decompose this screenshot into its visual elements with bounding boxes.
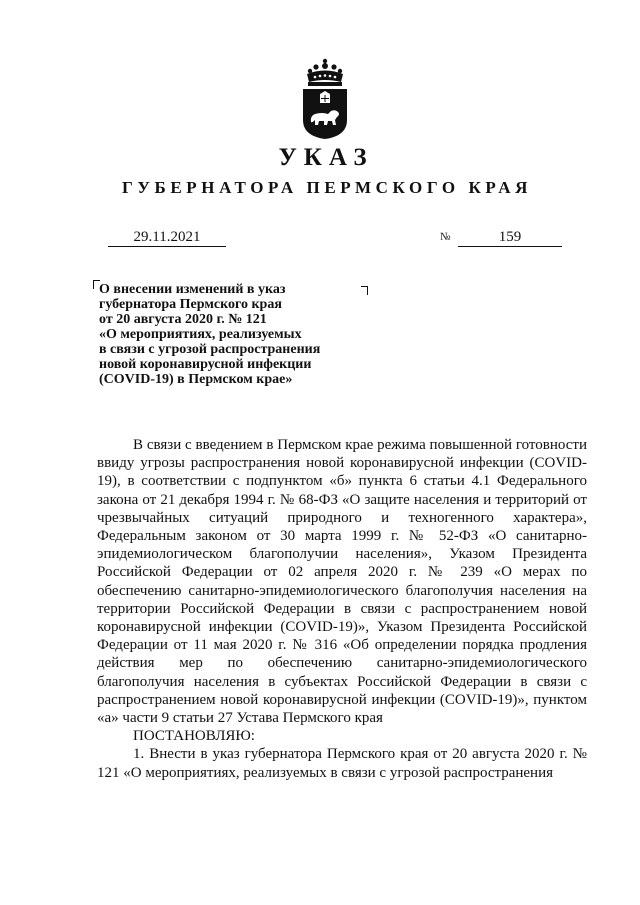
decree-subject [99, 282, 379, 387]
document-title: УКАЗ [278, 144, 374, 171]
subject-line: (COVID-19) в Пермском крае» [99, 372, 293, 387]
document-subtitle: ГУБЕРНАТОРА ПЕРМСКОГО КРАЯ [122, 178, 532, 197]
decree-number-label: № [440, 231, 451, 243]
decree-date: 29.11.2021 [108, 228, 226, 247]
subject-line: от 20 августа 2020 г. № 121 [99, 312, 267, 327]
subject-line: О внесении изменений в указ [99, 282, 286, 297]
decree-body [97, 436, 587, 782]
item-1-paragraph: 1. Внести в указ губернатора Пермского края от 20 августа 2020 г. № 121 «О мероприятиях, реализуемых в связи с угрозой распространения [97, 746, 587, 781]
preamble-paragraph: В связи с введением в Пермском крае режима повышенной готовности ввиду угрозы распространения новой коронавирусной инфекции (COVID-19), в соответствии с подпунктом «б» пункта 6 статьи 4.1 Федерального закона от 21 декабря 1994 г. № 68-ФЗ «О защите населения и территорий от чрезвычайных ситуаций природного и техногенного характера», Федеральным законом от 30 марта 1999 г. № 52-ФЗ «О санитарно-эпидемиологическом благополучии населения», Указом Президента Российской Федерации от 02 апреля 2020 г. № 239 «О мерах по обеспечению санитарно-эпидемиологического благополучия населения на территории Российской Федерации в связи с распространением новой коронавирусной инфекции (COVID-19)», Указом Президента Российской Федерации от 11 мая 2020 г. № 316 «Об определении порядка продления действия мер по обеспечению санитарно-эпидемиологического благополучия населения в субъектах Российской Федерации в связи с распространением новой коронавирусной инфекции (COVID-19)», пунктом «а» части 9 статьи 27 Устава Пермского края [97, 437, 587, 727]
decree-word: ПОСТАНОВЛЯЮ: [133, 728, 255, 745]
subject-line: новой коронавирусной инфекции [99, 357, 312, 372]
coat-of-arms-icon [298, 58, 352, 140]
subject-line: в связи с угрозой распространения [99, 342, 321, 357]
subject-line: «О мероприятиях, реализуемых [99, 327, 302, 342]
subject-line: губернатора Пермского края [99, 297, 282, 312]
decree-number: 159 [458, 228, 562, 247]
